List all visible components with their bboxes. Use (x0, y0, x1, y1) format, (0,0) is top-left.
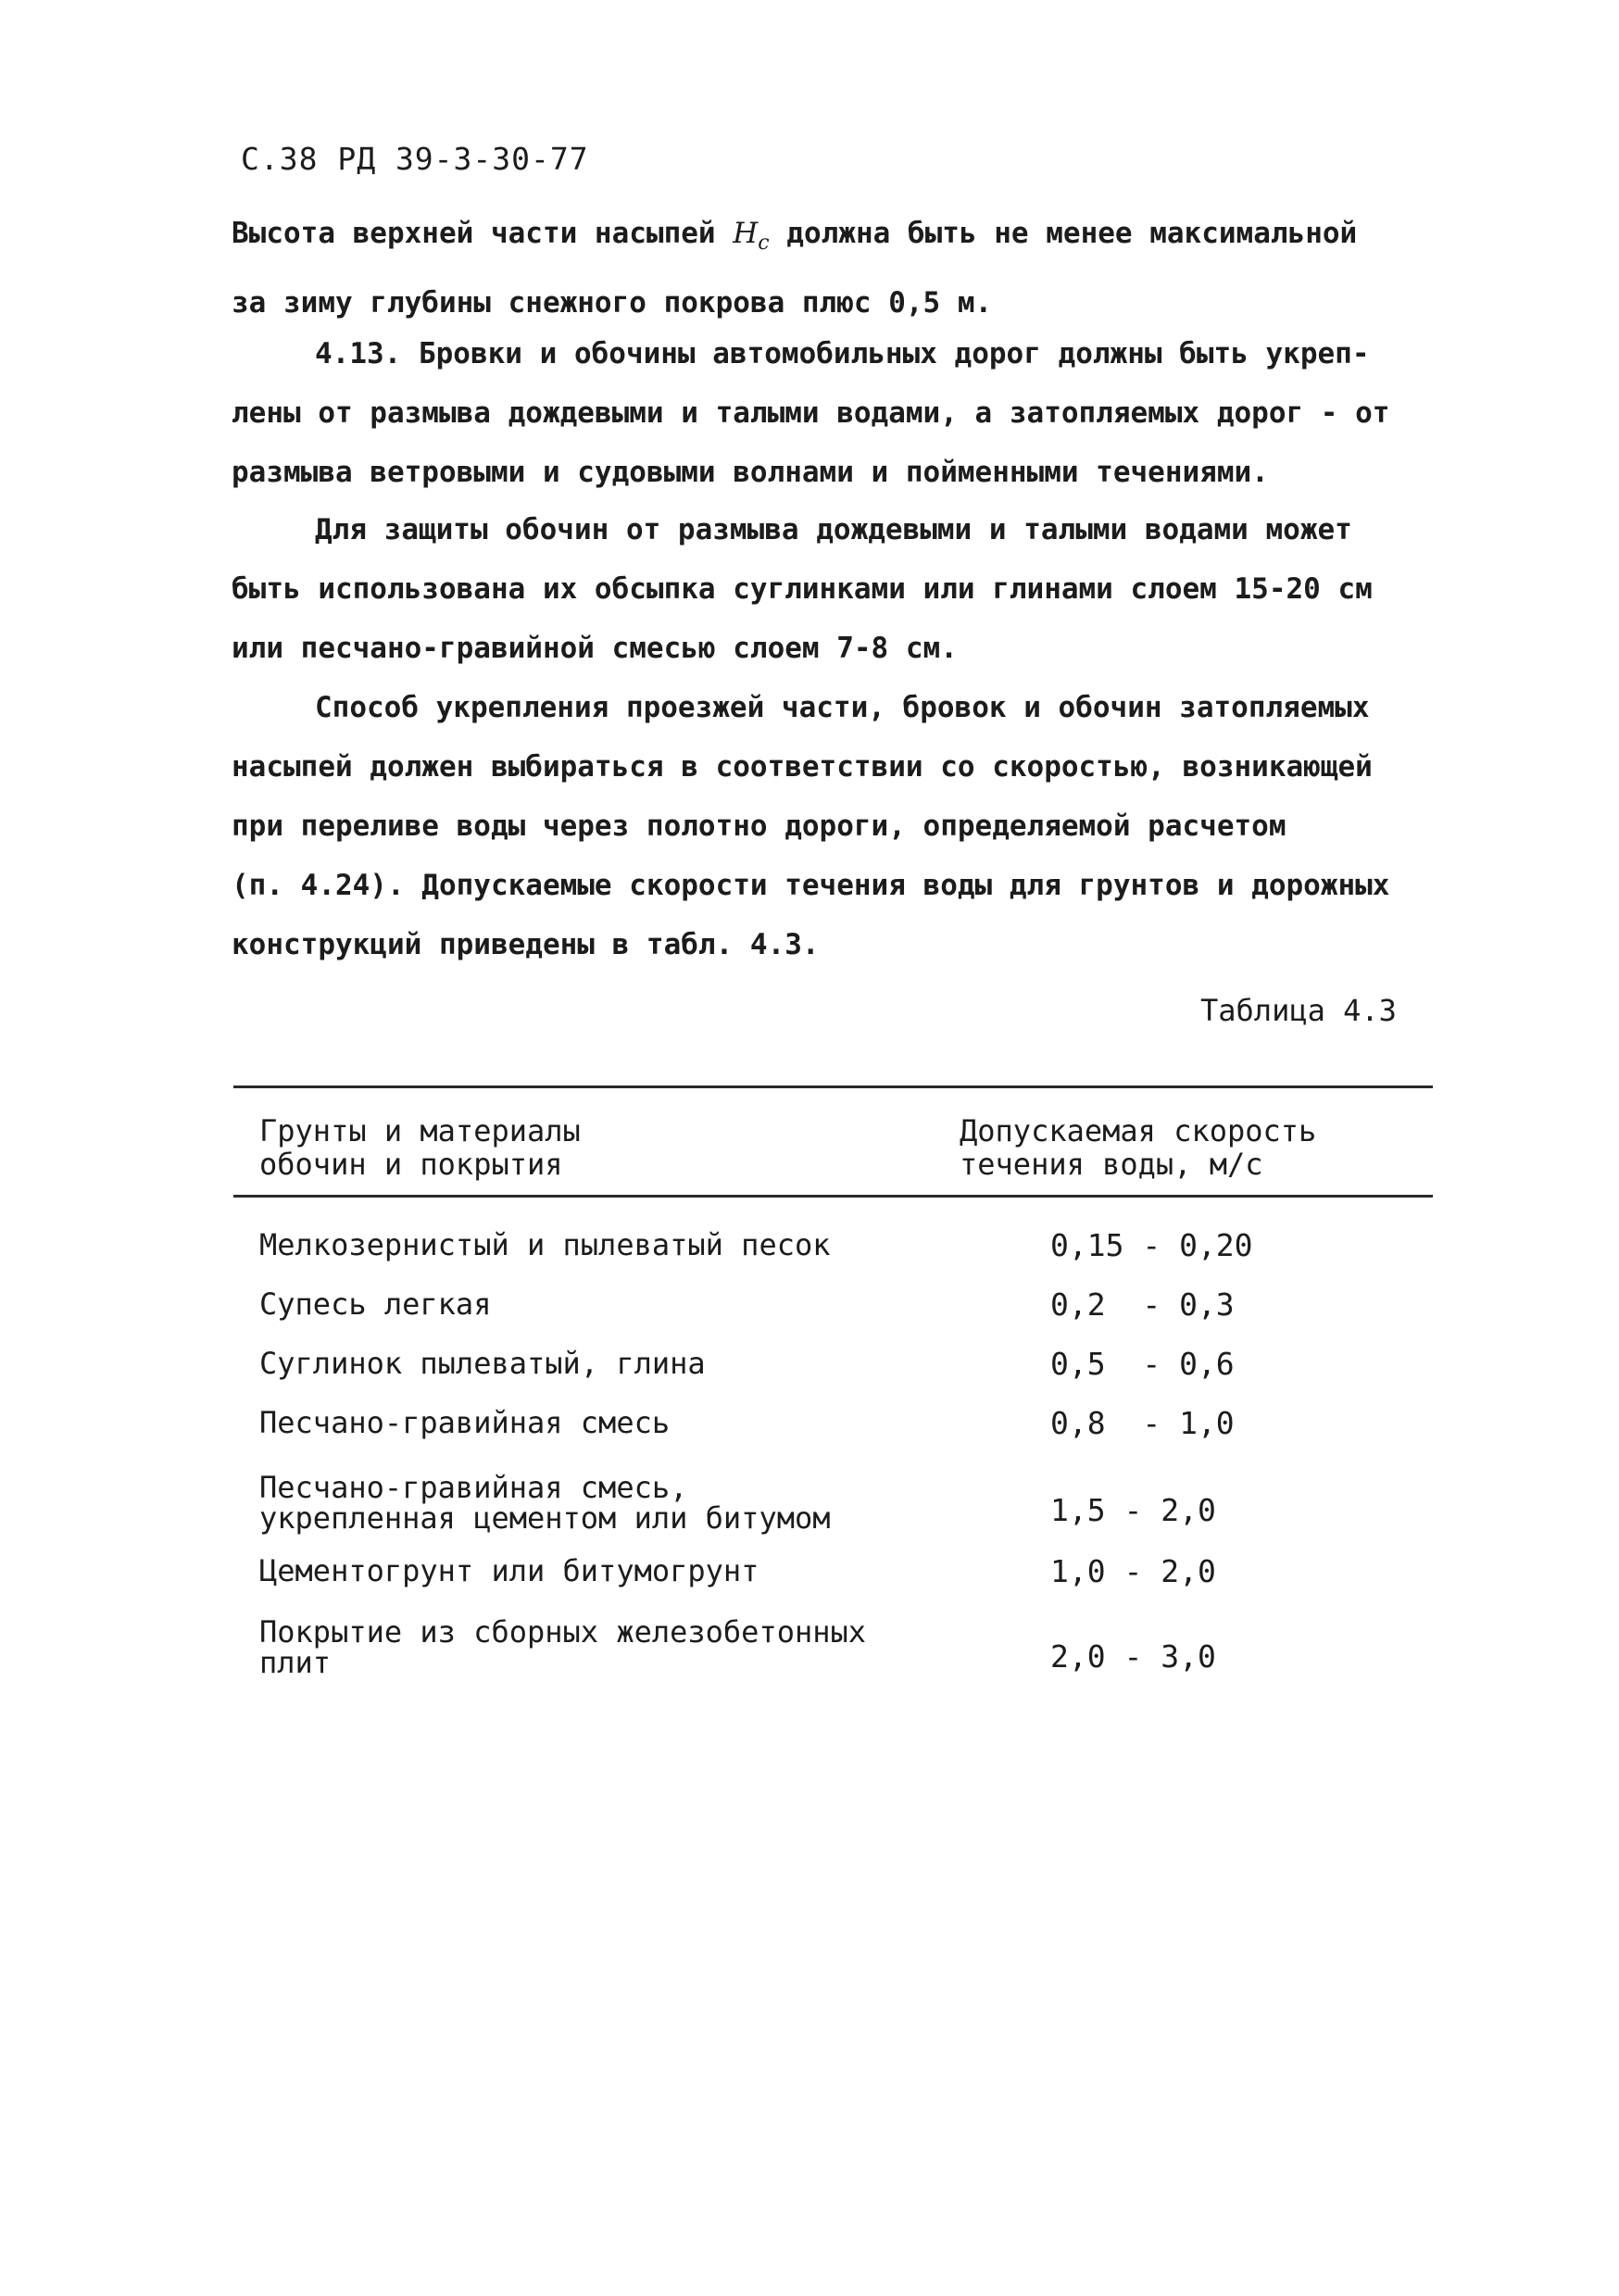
table-row-2-value: 0,2 - 0,3 (1050, 1286, 1235, 1323)
paragraph-3-line-3: или песчано-гравийной смесью слоем 7-8 см. (232, 632, 958, 665)
table-header-velocity-line-1: Допускаемая скорость (960, 1113, 1317, 1148)
paragraph-3-line-2: быть использована их обсыпка суглинками или глинами слоем 15-20 см (232, 572, 1373, 606)
paragraph-4-line-2: насыпей должен выбираться в соответствии со скоростью, возникающей (232, 750, 1373, 784)
table-row-3-value: 0,5 - 0,6 (1050, 1346, 1235, 1382)
table-row-7-value: 2,0 - 3,0 (1050, 1638, 1216, 1675)
table-header-velocity (960, 1114, 1316, 1181)
paragraph-4-line-1: Способ укрепления проезжей части, бровок и обочин затопляемых (315, 691, 1370, 724)
paragraph-4-line-3: при переливе воды через полотно дороги, определяемой расчетом (232, 809, 1286, 843)
table-row-4-value: 0,8 - 1,0 (1050, 1405, 1235, 1441)
table-row-4-name-line-1: Песчано-гравийная смесь (259, 1405, 671, 1440)
table-row-2-name (259, 1286, 492, 1322)
table-row-3-name (259, 1346, 706, 1381)
table-row-5-name (259, 1470, 831, 1536)
paragraph-3 (232, 500, 1445, 678)
paragraph-1-line-1-part-b: должна быть не менее максимальной (769, 217, 1358, 250)
table-top-rule (233, 1085, 1433, 1088)
paragraph-3-line-1: Для защиты обочин от размыва дождевыми и талыми водами может (315, 513, 1352, 546)
table-row-6-name-line-1: Цементогрунт или битумогрунт (259, 1553, 759, 1588)
paragraph-2 (232, 324, 1445, 502)
paragraph-4-line-4: (п. 4.24). Допускаемые скорости течения воды для грунтов и дорожных (232, 869, 1390, 902)
page-header: С.38 РД 39-3-30-77 (241, 141, 589, 177)
table-row-1-value: 0,15 - 0,20 (1050, 1227, 1253, 1263)
table-row-7-name (259, 1614, 867, 1680)
table-header-materials (259, 1114, 581, 1181)
table-row-6-value: 1,0 - 2,0 (1050, 1553, 1216, 1589)
table-caption: Таблица 4.3 (1200, 993, 1397, 1028)
hc-symbol-sub: c (758, 232, 770, 256)
paragraph-2-line-1: 4.13. Бровки и обочины автомобильных дорог должны быть укреп- (315, 337, 1370, 370)
paragraph-4-line-5: конструкций приведены в табл. 4.3. (232, 928, 820, 961)
table-row-1-name-line-1: Мелкозернистый и пылеватый песок (259, 1227, 831, 1262)
table-row-3-name-line-1: Суглинок пылеватый, глина (259, 1346, 706, 1381)
table-header-materials-line-1: Грунты и материалы (259, 1113, 581, 1148)
hc-symbol (733, 217, 770, 256)
table-header-rule (233, 1195, 1433, 1198)
paragraph-1-line-2: за зиму глубины снежного покрова плюс 0,5 м. (232, 286, 993, 320)
table-header-velocity-line-2: течения воды, м/с (960, 1147, 1263, 1182)
table-row-7-name-line-2: плит (259, 1645, 332, 1680)
paragraph-4 (232, 678, 1445, 974)
paragraph-1-line-1-part-a: Высота верхней части насыпей (232, 217, 734, 250)
table-row-7-name-line-1: Покрытие из сборных железобетонных (259, 1614, 867, 1650)
paragraph-1 (232, 204, 1445, 332)
table-header-materials-line-2: обочин и покрытия (259, 1147, 563, 1182)
hc-symbol-base: H (733, 217, 759, 250)
table-row-4-name (259, 1405, 671, 1440)
paragraph-1-line-1 (232, 204, 1445, 273)
table-row-6-name (259, 1553, 759, 1588)
table-row-5-name-line-2: укрепленная цементом или битумом (259, 1500, 831, 1536)
table-row-5-value: 1,5 - 2,0 (1050, 1492, 1216, 1528)
paragraph-2-line-3: размыва ветровыми и судовыми волнами и пойменными течениями. (232, 456, 1269, 489)
table-row-2-name-line-1: Супесь легкая (259, 1286, 492, 1322)
table-row-1-name (259, 1227, 831, 1262)
table-row-5-name-line-1: Песчано-гравийная смесь, (259, 1470, 688, 1505)
paragraph-2-line-2: лены от размыва дождевыми и талыми водами, а затопляемых дорог - от (232, 396, 1390, 430)
